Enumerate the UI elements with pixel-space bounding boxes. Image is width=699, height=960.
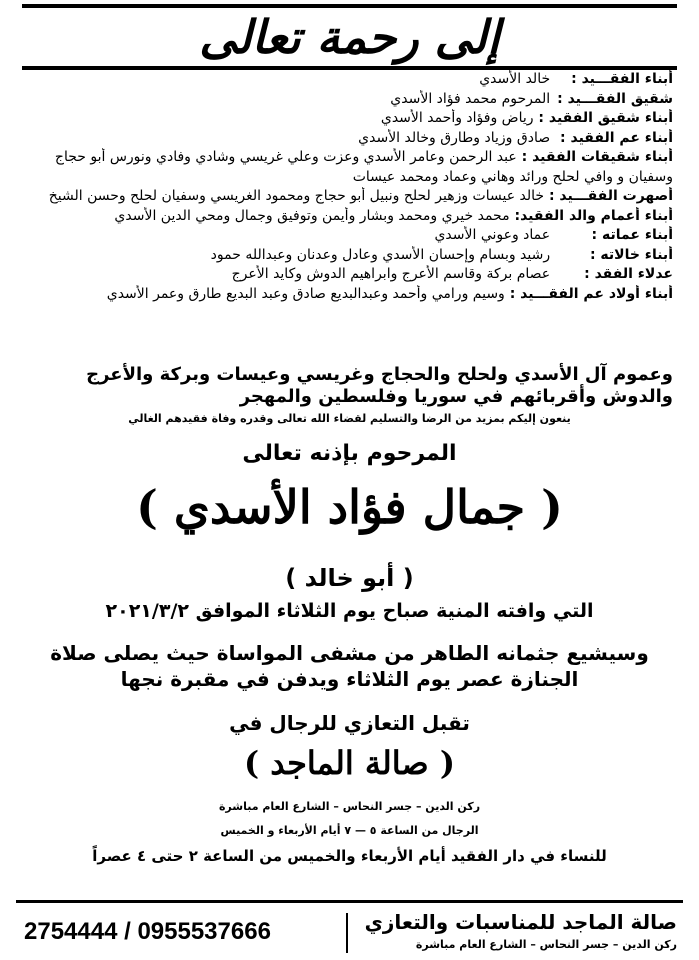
relative-row: [20, 70, 673, 90]
relative-value: خالد عيسات وزهير لحلح ونبيل أبو حجاج ومحمود الغريسي وسفيان لحلح وحسن الشيخ: [48, 188, 545, 204]
women-line: للنساء في دار الفقيد أيام الأربعاء والخميس من الساعة ٢ حتى ٤ عصراً: [92, 847, 607, 865]
footer: [16, 900, 683, 959]
relative-row: [20, 90, 673, 110]
relative-value: صادق وزياد وطارق وخالد الأسدي: [358, 129, 551, 146]
footer-title: صالة الماجد للمناسبات والتعازي: [364, 910, 677, 934]
relative-label: أبناء أولاد عم الفقـــيد :: [509, 285, 673, 302]
relative-row: [20, 187, 673, 207]
footer-divider: [346, 913, 348, 953]
funeral-line: وسيشيع جثمانه الطاهر من مشفى المواساة حيث يصلى صلاة الجنازة عصر يوم الثلاثاء ويدفن في مقبرة نجها: [50, 641, 649, 691]
relative-label: أبناء شقيق الفقيد :: [538, 110, 673, 126]
relative-label: أبناء أعمام والد الفقيد:: [514, 207, 673, 224]
relative-label: أبناء عماته :: [591, 227, 673, 243]
relative-label: أبناء الفقـــيد :: [571, 71, 673, 87]
relative-row: [20, 265, 673, 285]
men-hours: الرجال من الساعة ٥ — ٧ أيام الأربعاء و الخميس: [220, 824, 479, 837]
relative-row: [20, 246, 673, 266]
footer-address: ركن الدين – جسر النحاس – الشارع العام مباشرة: [415, 938, 677, 951]
relative-value: رشيد وبسام وإحسان الأسدي وعادل وعدنان وعبدالله حمود: [210, 246, 551, 263]
mourn-line: ينعون إليكم بمزيد من الرضا والتسليم لقضاء الله تعالى وقدره وفاة فقيدهم الغالي: [128, 412, 571, 425]
relative-value: رياض وفؤاد وأحمد الأسدي: [380, 110, 534, 126]
relative-row: [20, 285, 673, 305]
relative-value: المرحوم محمد فؤاد الأسدي: [390, 90, 551, 107]
relative-label: أصهرت الفقـــيد :: [548, 188, 673, 204]
relative-label: عدلاء الفقد :: [584, 266, 673, 282]
banner: [22, 4, 677, 70]
relative-row: [20, 226, 673, 246]
death-line: التي وافته المنية صباح يوم الثلاثاء الموافق ٢٠٢١/٣/٢: [105, 600, 594, 622]
relative-row: [20, 148, 673, 187]
relative-row: [20, 207, 673, 227]
condolence-line: تقبل التعازي للرجال في: [229, 711, 470, 735]
hall-address: ركن الدين – جسر النحاس – الشارع العام مباشرة: [218, 800, 481, 813]
relative-row: [20, 129, 673, 149]
late-line: المرحوم بإذنه تعالى: [242, 441, 457, 466]
relative-value: عبد الرحمن وعامر الأسدي وعزت وعلي غريسي وشادي وفادي ونورس أبو حجاج وسفيان و وافي لحلح ورائد وهاني وعماد ومحمد عيسات: [54, 149, 673, 185]
relative-value: عماد وعوني الأسدي: [434, 227, 551, 243]
relative-value: محمد خيري ومحمد وبشار وأيمن وتوفيق وجمال ومحي الدين الأسدي: [114, 207, 510, 224]
relative-label: أبناء شقيقات الفقيد :: [521, 149, 673, 165]
footer-phones: 2754444 / 0955537666: [24, 918, 271, 945]
relative-value: وسيم ورامي وأحمد وعبدالبديع صادق وعبد البديع طارق وعمر الأسدي: [106, 285, 505, 302]
relative-value: عصام بركة وقاسم الأعرج وابراهيم الدوش وكايد الأعرج: [231, 266, 551, 282]
relative-label: أبناء خالاته :: [589, 246, 673, 263]
relatives-list: [20, 70, 673, 304]
banner-title: إلى رحمة تعالى: [199, 10, 500, 64]
hall-name: ( صالة الماجد ): [244, 744, 455, 782]
relative-row: [20, 109, 673, 129]
relative-label: أبناء عم الفقيد :: [560, 129, 673, 146]
relative-value: خالد الأسدي: [479, 71, 551, 87]
kunya: ( أبو خالد ): [285, 564, 414, 592]
deceased-name: ( جمال فؤاد الأسدي ): [136, 480, 563, 534]
relative-label: شقيق الفقـــيد :: [557, 90, 673, 107]
families-line: وعموم آل الأسدي ولحلح والحجاج وغريسي وعيسات وبركة والأعرج والدوش وأقربائهم في سوريا وفلسطين والمهجر: [86, 364, 673, 407]
